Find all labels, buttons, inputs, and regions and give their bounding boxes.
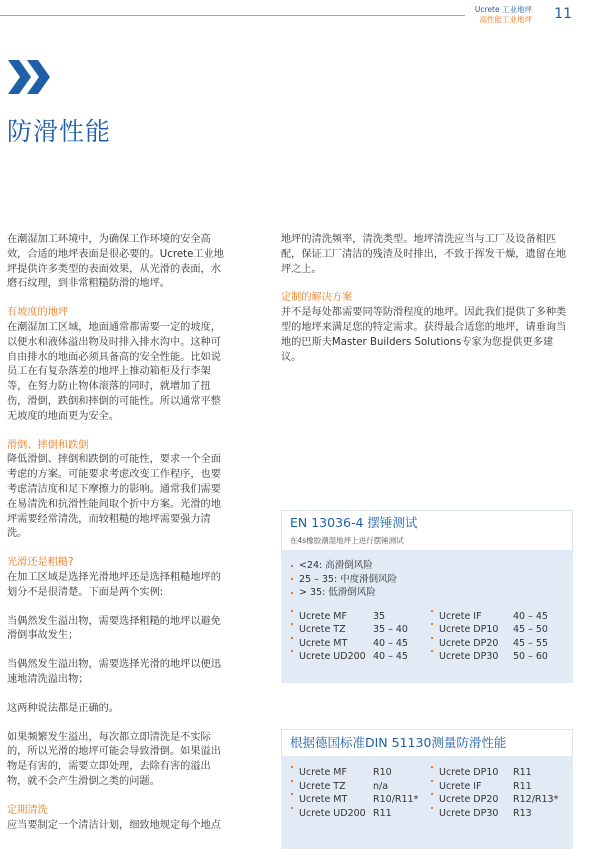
heading-smooth: 光滑还是粗糙? xyxy=(7,557,74,569)
product-value: n/a xyxy=(373,780,389,792)
risk-list xyxy=(291,559,573,600)
product-name: Ucrete UD200 xyxy=(299,651,366,662)
product-name: Ucrete DP20 xyxy=(439,794,499,805)
product-row xyxy=(291,793,431,807)
din-test-title: 根据德国标准DIN 51130测量防滑性能 xyxy=(281,729,573,756)
product-name: Ucrete IF xyxy=(439,610,482,622)
product-row xyxy=(291,610,431,624)
product-value: R12/R13* xyxy=(513,794,559,805)
product-row xyxy=(431,623,571,637)
product-value: 40 – 45 xyxy=(373,651,408,662)
example-2: 当偶然发生溢出物，需要选择光滑的地坪以便迅速地清洗溢出物； xyxy=(7,659,221,685)
product-value: R13 xyxy=(513,807,532,819)
pendulum-products xyxy=(291,610,573,664)
product-value: 40 – 45 xyxy=(373,637,408,649)
product-name: Ucrete DP10 xyxy=(439,624,499,635)
product-row xyxy=(431,766,571,780)
product-name: Ucrete DP30 xyxy=(439,651,499,662)
product-value: 35 – 40 xyxy=(373,624,408,635)
din-test-box xyxy=(281,729,573,849)
product-value: R11 xyxy=(513,767,532,778)
header-brand-line2: 高性能工业地坪 xyxy=(479,15,532,24)
product-name: Ucrete DP30 xyxy=(439,807,499,819)
product-row xyxy=(291,623,431,637)
pendulum-test-title: EN 13036-4 摆锤测试 xyxy=(281,510,573,533)
product-row xyxy=(431,807,571,821)
regular-paragraph: 应当要制定一个清洁计划，细致地规定每个地点 xyxy=(7,819,221,831)
pendulum-test-box xyxy=(281,510,573,683)
risk-item: > 35: 低滑倒风险 xyxy=(291,586,573,600)
both-correct: 这两种说法都是正确的。 xyxy=(7,702,120,714)
heading-regular: 定期清洗 xyxy=(7,804,48,816)
product-row xyxy=(291,650,431,664)
product-name: Ucrete UD200 xyxy=(299,807,366,819)
intro-paragraph: 在潮湿加工环境中，为确保工作环境的安全高效，合适的地坪表面是很必要的。Ucrete工业地坪提供许多类型的表面效果，从光滑的表面，水磨石纹理，到非常粗糙防滑的地坪。 xyxy=(7,234,224,290)
heading-slip: 滑倒、摔倒和跌倒 xyxy=(7,439,89,451)
product-row xyxy=(431,650,571,664)
pendulum-test-subtitle: 在4s橡胶潮湿地坪上进行摆锤测试 xyxy=(281,533,573,551)
smooth-paragraph: 在加工区域是选择光滑地坪还是选择粗糙地坪的划分不是很清楚。下面是两个实例: xyxy=(7,571,221,598)
product-name: Ucrete MF xyxy=(299,610,347,622)
custom-paragraph: 并不是每处都需要同等防滑程度的地坪。因此我们提供了多种类型的地坪来满足您的特定需求。获得最合适您的地坪，请垂询当地的巴斯夫Master Builders Solutions专家为您提供更多建议。 xyxy=(281,307,567,363)
product-value: R10/R11* xyxy=(373,794,419,805)
product-value: R11 xyxy=(513,780,532,792)
heading-custom: 定制的解决方案 xyxy=(281,292,353,304)
heading-slope: 有坡度的地坪 xyxy=(7,307,69,319)
product-row xyxy=(291,807,431,821)
product-value: 45 – 50 xyxy=(513,624,548,635)
product-name: Ucrete IF xyxy=(439,780,482,792)
product-row xyxy=(431,610,571,624)
product-value: 40 – 45 xyxy=(513,610,548,622)
header-brand-line1: Ucrete 工业地坪 xyxy=(474,5,532,14)
product-name: Ucrete TZ xyxy=(299,780,346,792)
slope-paragraph: 在潮湿加工区域，地面通常都需要一定的坡度，以便水和液体溢出物及时排入排水沟中。这种可自由排水的地面必须具备高的安全性能。比如说员工在有复杂落差的地坪上推动箱柜及行李架等，在努力防止物体滚落的同时，就增加了扭伤，滑倒，跌倒和摔倒的可能性。所以通常平整无坡度的地面更为安全。 xyxy=(7,321,221,422)
product-value: 35 xyxy=(373,610,386,622)
risk-item: 25 – 35: 中度滑倒风险 xyxy=(291,573,573,587)
product-row xyxy=(291,766,431,780)
header-brand xyxy=(475,5,532,25)
slip-paragraph: 降低滑倒、摔倒和跌倒的可能性，要求一个全面考虑的方案。可能要求考虑改变工作程序，也要考虑清洁度和足下摩擦力的影响。通常我们需要在易清洗和抗滑性能间取个折中方案。光滑的地坪需要经常清洗，而较粗糙的地坪需要强力清洗。 xyxy=(7,454,221,540)
product-name: Ucrete DP10 xyxy=(439,767,499,778)
product-name: Ucrete MT xyxy=(299,794,348,805)
product-row xyxy=(431,637,571,651)
page-number: 11 xyxy=(554,6,572,22)
header-rule xyxy=(0,15,465,16)
example-1: 当偶然发生溢出物，需要选择粗糙的地坪以避免滑倒事故发生； xyxy=(7,615,221,642)
product-name: Ucrete MF xyxy=(299,767,347,778)
product-name: Ucrete TZ xyxy=(299,624,346,635)
product-row xyxy=(291,637,431,651)
din-products xyxy=(291,766,573,820)
product-name: Ucrete DP20 xyxy=(439,637,499,649)
page-title: 防滑性能 xyxy=(7,117,112,146)
right-column xyxy=(281,233,573,365)
frequent-paragraph: 如果频繁发生溢出，每次都立即清洗是不实际的，所以光滑的地坪可能会导致滑倒。如果溢出物是有害的，需要立即处理，去除有害的溢出物，就不会产生滑倒之类的问题。 xyxy=(7,731,221,787)
double-chevron-icon xyxy=(8,60,52,94)
product-name: Ucrete MT xyxy=(299,637,348,649)
risk-item: <24: 高滑倒风险 xyxy=(291,559,573,573)
product-value: R11 xyxy=(373,807,392,819)
continued-paragraph: 地坪的清洗频率，清洗类型。地坪清洗应当与工厂及设备相匹配，保证工厂清洁的残渣及时排出，不致于挥发干燥，遗留在地坪之上。 xyxy=(281,234,567,275)
left-column xyxy=(7,233,229,833)
product-row xyxy=(291,780,431,794)
product-value: 45 – 55 xyxy=(513,637,548,649)
product-row xyxy=(431,793,571,807)
product-value: 50 – 60 xyxy=(513,651,548,662)
product-value: R10 xyxy=(373,767,392,778)
product-row xyxy=(431,780,571,794)
